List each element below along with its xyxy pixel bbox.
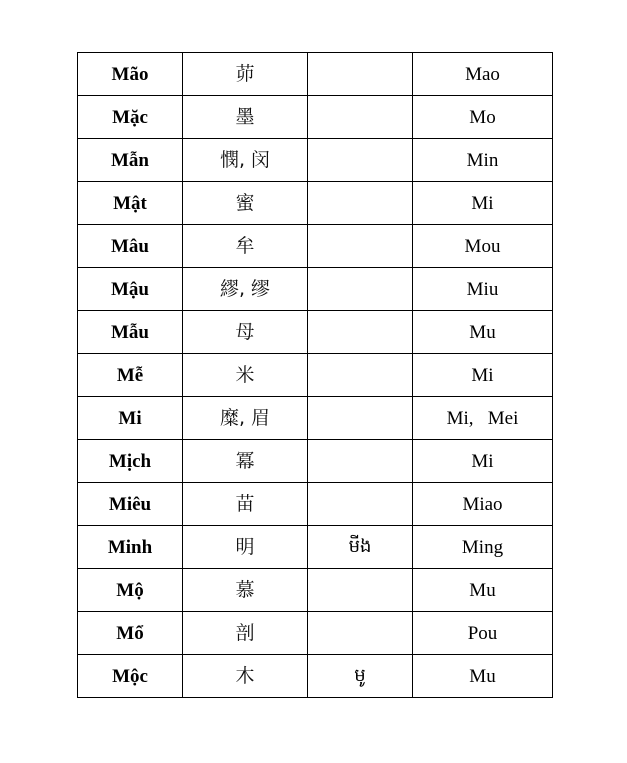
table-row — [78, 311, 553, 354]
surname-table-body — [78, 53, 553, 698]
table-row — [78, 569, 553, 612]
vietnamese-cell: Minh — [78, 526, 183, 569]
chinese-romanization-cell: Mu — [413, 569, 553, 612]
vietnamese-cell: Mổ — [78, 612, 183, 655]
chinese-romanization-cell: Mo — [413, 96, 553, 139]
chinese-romanization-cell: Mi, Mei — [413, 397, 553, 440]
han-character-cell: 慕 — [183, 569, 308, 612]
chinese-romanization-cell: Mi — [413, 440, 553, 483]
khmer-cell — [308, 96, 413, 139]
chinese-romanization-cell: Mi — [413, 182, 553, 225]
chinese-romanization-cell: Mou — [413, 225, 553, 268]
khmer-cell — [308, 397, 413, 440]
vietnamese-cell: Mễ — [78, 354, 183, 397]
table-row — [78, 354, 553, 397]
vietnamese-cell: Mậu — [78, 268, 183, 311]
han-character-cell: 茆 — [183, 53, 308, 96]
table-row — [78, 96, 553, 139]
chinese-romanization-cell: Mu — [413, 311, 553, 354]
khmer-cell — [308, 225, 413, 268]
table-row — [78, 139, 553, 182]
vietnamese-cell: Mộ — [78, 569, 183, 612]
vietnamese-cell: Mặc — [78, 96, 183, 139]
han-character-cell: 蜜 — [183, 182, 308, 225]
khmer-cell — [308, 182, 413, 225]
han-character-cell: 母 — [183, 311, 308, 354]
table-row — [78, 53, 553, 96]
han-character-cell: 憫, 闵 — [183, 139, 308, 182]
khmer-cell — [308, 268, 413, 311]
table-row — [78, 225, 553, 268]
han-character-cell: 牟 — [183, 225, 308, 268]
vietnamese-cell: Mẫn — [78, 139, 183, 182]
han-character-cell: 冪 — [183, 440, 308, 483]
khmer-cell: មីង — [308, 526, 413, 569]
table-row — [78, 655, 553, 698]
han-character-cell: 墨 — [183, 96, 308, 139]
han-character-cell: 苗 — [183, 483, 308, 526]
khmer-cell — [308, 483, 413, 526]
chinese-romanization-cell: Mao — [413, 53, 553, 96]
vietnamese-cell: Mão — [78, 53, 183, 96]
chinese-romanization-cell: Mu — [413, 655, 553, 698]
khmer-cell — [308, 311, 413, 354]
chinese-romanization-cell: Pou — [413, 612, 553, 655]
han-character-cell: 糜, 眉 — [183, 397, 308, 440]
surname-table — [77, 52, 553, 698]
chinese-romanization-cell: Ming — [413, 526, 553, 569]
vietnamese-cell: Mi — [78, 397, 183, 440]
chinese-romanization-cell: Min — [413, 139, 553, 182]
khmer-cell — [308, 139, 413, 182]
table-row — [78, 440, 553, 483]
table-row — [78, 268, 553, 311]
table-row — [78, 182, 553, 225]
khmer-cell — [308, 569, 413, 612]
han-character-cell: 木 — [183, 655, 308, 698]
khmer-cell — [308, 53, 413, 96]
han-character-cell: 繆, 缪 — [183, 268, 308, 311]
chinese-romanization-cell: Miao — [413, 483, 553, 526]
khmer-cell — [308, 440, 413, 483]
chinese-romanization-cell: Miu — [413, 268, 553, 311]
vietnamese-cell: Mịch — [78, 440, 183, 483]
vietnamese-cell: Mâu — [78, 225, 183, 268]
khmer-cell: មូ — [308, 655, 413, 698]
vietnamese-cell: Miêu — [78, 483, 183, 526]
khmer-cell — [308, 612, 413, 655]
vietnamese-cell: Mộc — [78, 655, 183, 698]
han-character-cell: 米 — [183, 354, 308, 397]
table-row — [78, 483, 553, 526]
vietnamese-cell: Mật — [78, 182, 183, 225]
table-row — [78, 612, 553, 655]
han-character-cell: 剖 — [183, 612, 308, 655]
vietnamese-cell: Mẫu — [78, 311, 183, 354]
table-row — [78, 397, 553, 440]
chinese-romanization-cell: Mi — [413, 354, 553, 397]
table-row — [78, 526, 553, 569]
han-character-cell: 明 — [183, 526, 308, 569]
khmer-cell — [308, 354, 413, 397]
